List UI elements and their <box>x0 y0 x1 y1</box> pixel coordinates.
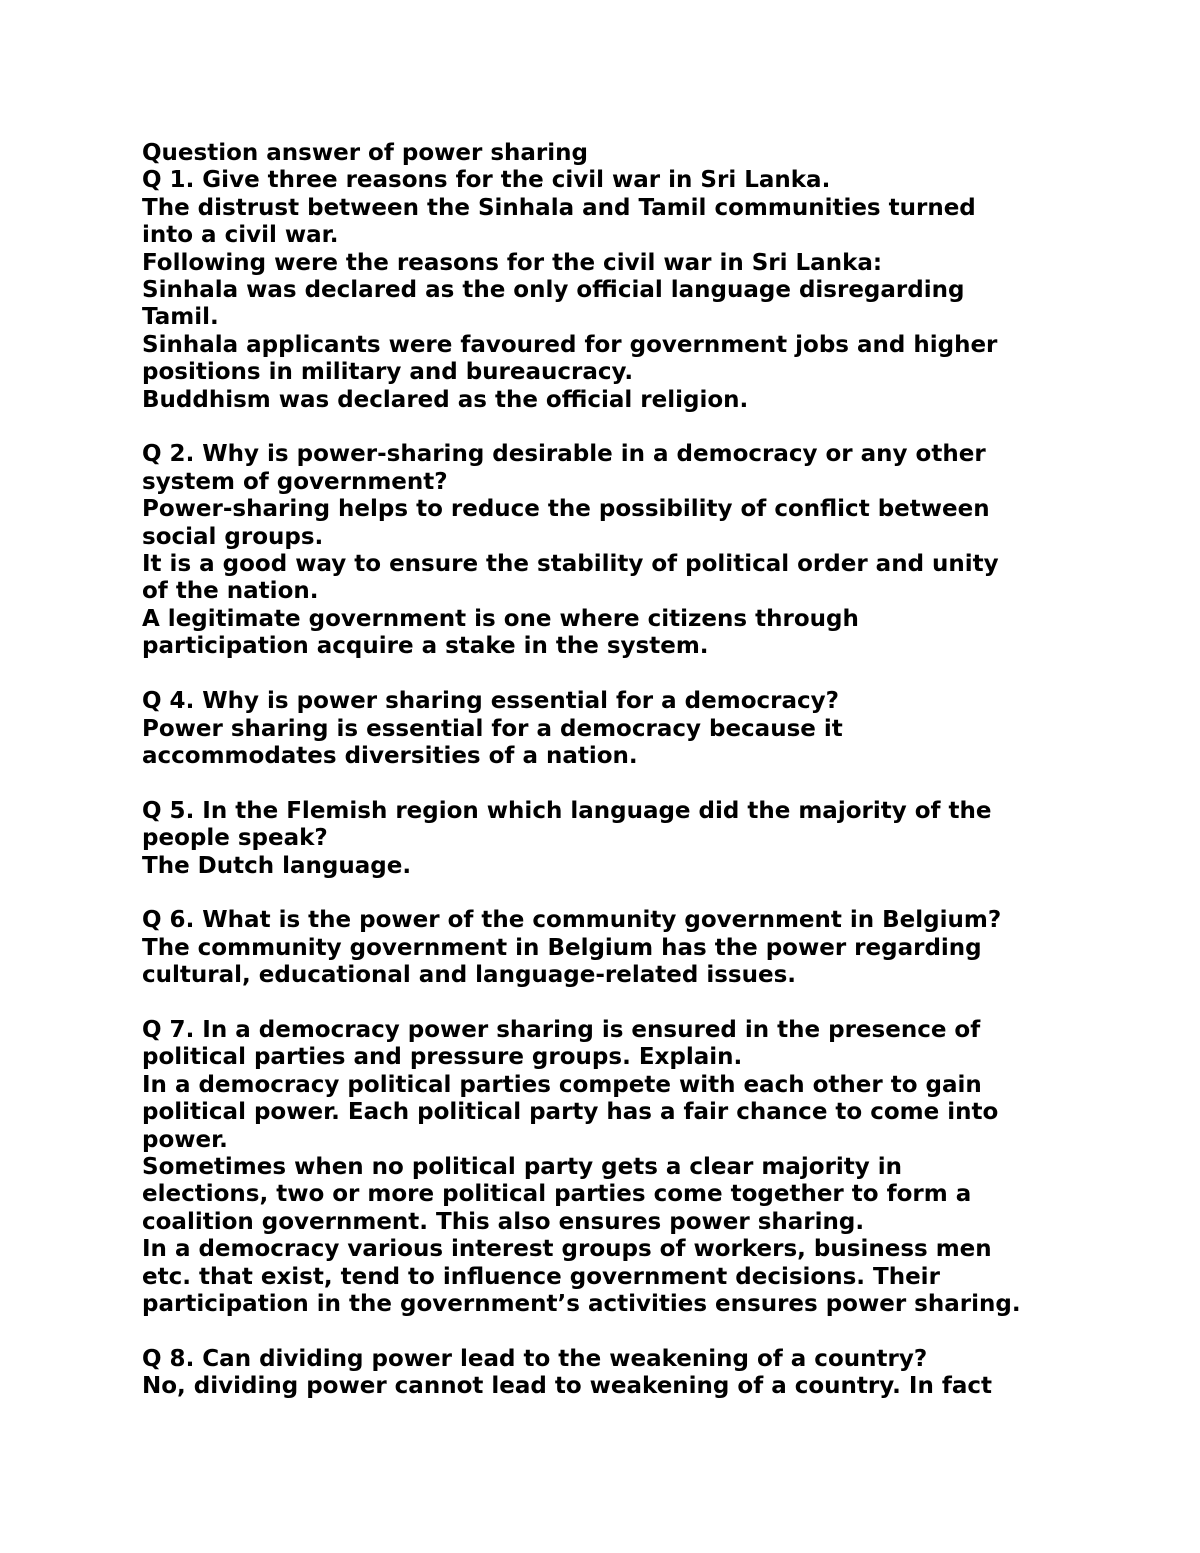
question-line: political parties and pressure groups. Explain. <box>142 1044 743 1071</box>
question-q4: Q 4. Why is power sharing essential for a democracy? <box>142 688 839 715</box>
answer-line: into a civil war. <box>142 222 339 249</box>
answer-line: of the nation. <box>142 578 319 605</box>
answer-line: A legitimate government is one where citizens through <box>142 605 859 632</box>
answer-line: Sinhala applicants were favoured for government jobs and higher <box>142 331 998 358</box>
answer-line: Power-sharing helps to reduce the possibility of conflict between <box>142 496 990 523</box>
answer-line: The distrust between the Sinhala and Tamil communities turned <box>142 194 976 221</box>
answer-line: It is a good way to ensure the stability of political order and unity <box>142 551 999 578</box>
paragraph-gap <box>142 990 1072 1017</box>
answer-line: cultural, educational and language-related issues. <box>142 962 796 989</box>
answer-line: The community government in Belgium has the power regarding <box>142 934 982 961</box>
answer-line: In a democracy political parties compete with each other to gain <box>142 1071 982 1098</box>
paragraph-gap <box>142 661 1072 688</box>
answer-line: Sometimes when no political party gets a clear majority in <box>142 1153 903 1180</box>
document-title: Question answer of power sharing <box>142 140 588 166</box>
question-q6: Q 6. What is the power of the community government in Belgium? <box>142 907 1002 934</box>
answer-line: power. <box>142 1126 228 1153</box>
question-q7: Q 7. In a democracy power sharing is ensured in the presence of <box>142 1016 981 1043</box>
question-q8: Q 8. Can dividing power lead to the weakening of a country? <box>142 1345 928 1372</box>
answer-line: coalition government. This also ensures power sharing. <box>142 1208 865 1235</box>
question-line: system of government? <box>142 468 448 495</box>
answer-line: Tamil. <box>142 304 219 331</box>
answer-line: political power. Each political party has a fair chance to come into <box>142 1099 999 1126</box>
paragraph-gap <box>142 770 1072 797</box>
answer-line: accommodates diversities of a nation. <box>142 742 638 769</box>
answer-line: participation acquire a stake in the system. <box>142 633 709 660</box>
answer-line: social groups. <box>142 523 324 550</box>
answer-line: positions in military and bureaucracy. <box>142 359 634 386</box>
answer-line: The Dutch language. <box>142 852 412 879</box>
answer-line: Following were the reasons for the civil war in Sri Lanka: <box>142 249 883 276</box>
question-line: people speak? <box>142 825 328 852</box>
answer-line: etc. that exist, tend to influence government decisions. Their <box>142 1263 940 1290</box>
question-q1: Q 1. Give three reasons for the civil war in Sri Lanka. <box>142 167 831 194</box>
answer-line: participation in the government’s activities ensures power sharing. <box>142 1290 1021 1317</box>
paragraph-gap <box>142 1318 1072 1345</box>
question-q5: Q 5. In the Flemish region which language did the majority of the <box>142 797 992 824</box>
answer-line: Buddhism was declared as the official religion. <box>142 386 749 413</box>
document-body <box>142 140 1072 1401</box>
answer-line: Power sharing is essential for a democracy because it <box>142 715 843 742</box>
answer-line: In a democracy various interest groups of workers, business men <box>142 1236 992 1263</box>
answer-line: elections, two or more political parties come together to form a <box>142 1181 972 1208</box>
paragraph-gap <box>142 880 1072 907</box>
paragraph-gap <box>142 414 1072 441</box>
answer-line: No, dividing power cannot lead to weakening of a country. In fact <box>142 1373 992 1400</box>
question-q2: Q 2. Why is power-sharing desirable in a democracy or any other <box>142 441 986 468</box>
answer-line: Sinhala was declared as the only official language disregarding <box>142 277 965 304</box>
